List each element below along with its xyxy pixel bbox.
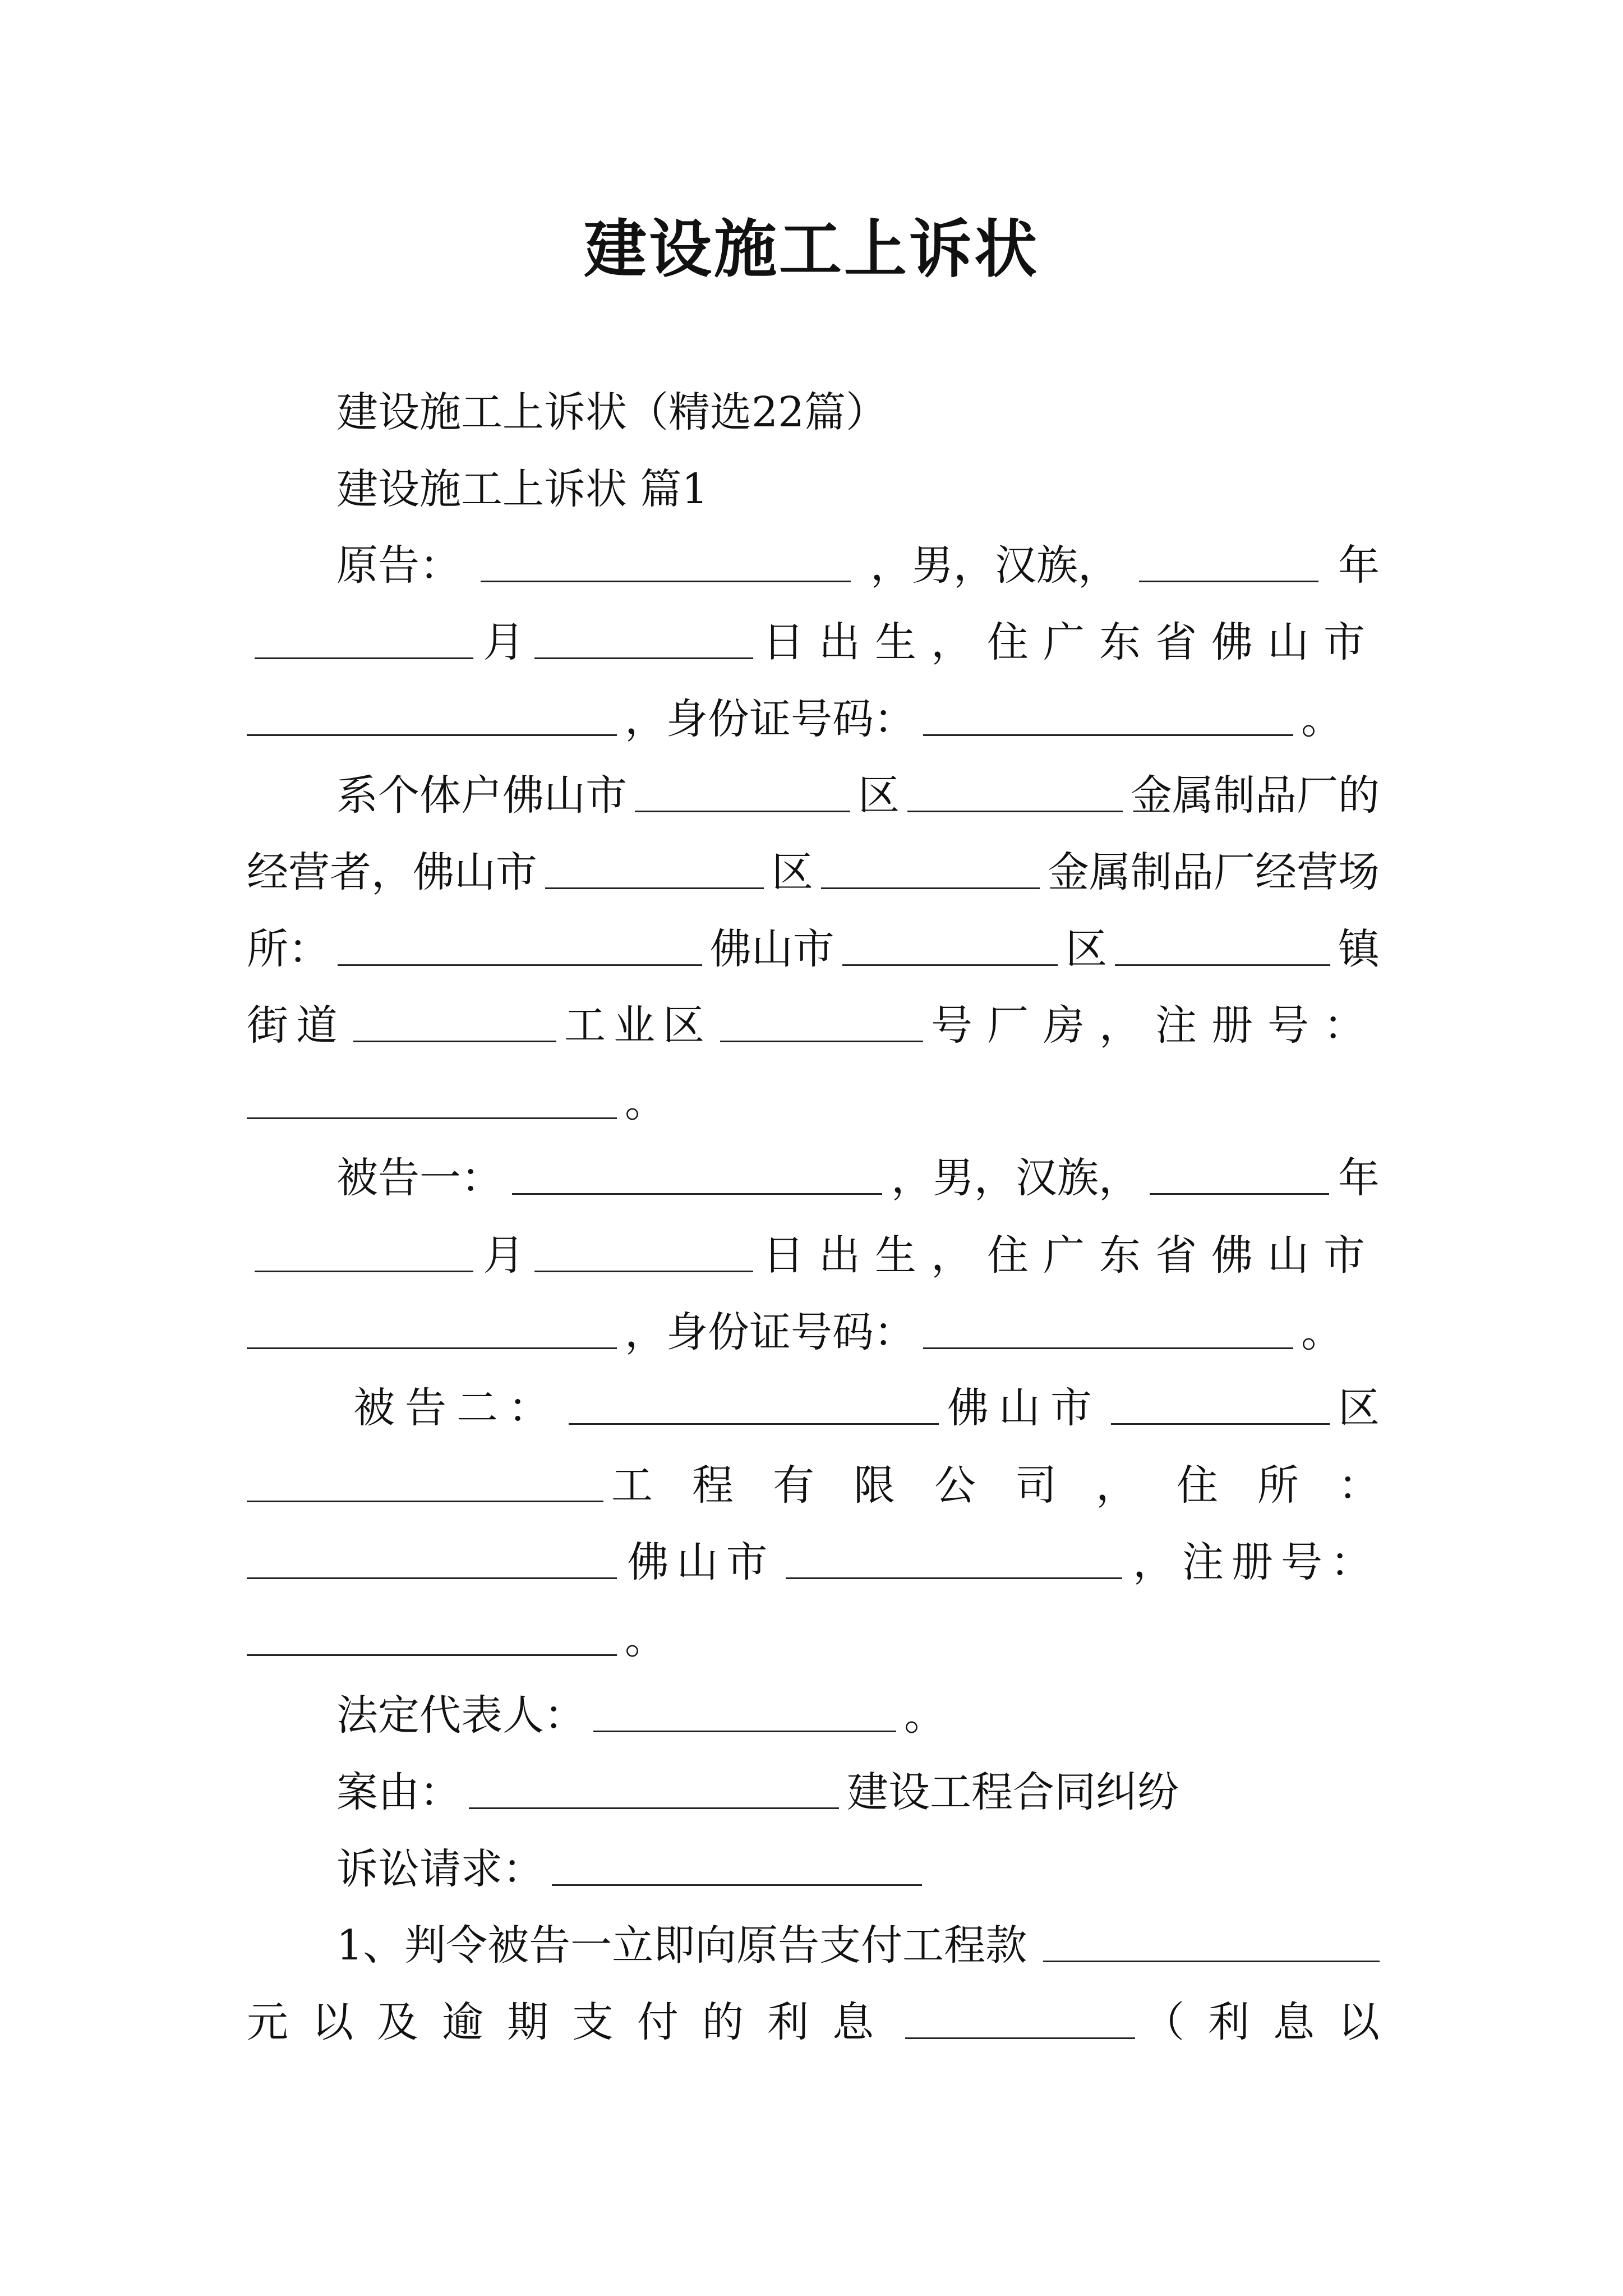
legal-rep-line [336,1687,1380,1743]
text: 法定代表人： [336,1691,585,1740]
blank [821,853,1040,889]
blank [569,1388,939,1425]
defendant1-line-3 [247,1304,1380,1360]
business-line-1 [336,767,1380,823]
text: 街道 [247,1001,345,1050]
blank [481,546,851,582]
claim1-line-2 [247,1994,1403,2050]
text: 年 [1338,541,1380,590]
text: 号厂房，注册号： [931,1001,1380,1050]
text: ，身份证号码： [625,695,915,743]
text: 日出生，住广东省佛山市 [762,618,1380,666]
cause-line [336,1764,1380,1820]
text: 区 [858,771,900,820]
blank [534,623,753,659]
text: 佛山市 [627,1538,776,1586]
text: 所： [247,925,330,973]
text: 系个体户佛山市 [336,771,627,820]
text: 佛山市 [947,1384,1102,1432]
blank [338,930,702,966]
text: 年 [1338,1154,1380,1202]
text: 诉讼请求： [336,1845,544,1893]
blank [247,1313,617,1349]
blank [1043,1926,1380,1962]
text: 。 [625,1615,666,1663]
blank [786,1543,1122,1579]
text: 工程有限公司，住所： [611,1461,1419,1510]
text: 区 [1065,925,1107,973]
text: （利息以 [1143,1998,1403,2046]
business-line-3 [247,921,1380,977]
text: ，男，汉族， [870,541,1119,590]
blank [635,776,850,812]
defendant1-line-1 [336,1150,1380,1206]
text: 金属制品厂的 [1131,771,1380,820]
plaintiff-line-3 [247,691,1380,747]
text: 区 [1338,1384,1380,1432]
text: ，注册号： [1132,1538,1380,1586]
text: 建设工程合同纠纷 [847,1768,1179,1816]
section-heading: 建设施工上诉状 篇1 [336,465,708,513]
defendant2-line-2 [247,1457,1419,1513]
document-title: 建设施工上诉状 [584,213,1039,286]
blank [1139,546,1318,582]
blank [247,1083,617,1119]
blank [247,700,617,736]
blank [1150,1158,1329,1195]
blank [469,1773,839,1809]
blank [255,623,473,659]
business-line-4 [247,997,1380,1053]
plaintiff-line-1 [336,537,1380,593]
text: 被告二： [353,1384,560,1432]
blank [552,1849,922,1886]
claim1-line-1 [336,1917,1380,1973]
text: 日出生，住广东省佛山市 [762,1231,1380,1280]
text: 金属制品厂经营场 [1048,848,1380,896]
subtitle: 建设施工上诉状（精选22篇） [336,388,888,436]
text: 案由： [336,1768,461,1816]
text: ，身份证号码： [625,1308,915,1356]
blank [720,1006,923,1042]
blank [1111,1388,1330,1425]
text: 佛山市 [709,925,834,973]
defendant2-line-4 [247,1611,1380,1667]
defendant2-line-3 [247,1534,1380,1590]
blank [842,930,1058,966]
defendant2-line-1 [353,1380,1380,1436]
text: 工业区 [564,1001,712,1050]
blank [247,1466,603,1502]
text: 月 [483,1231,525,1280]
blank [923,1313,1293,1349]
claims-line [336,1841,1380,1897]
text: 月 [483,618,525,666]
blank [255,1236,473,1272]
blank [593,1696,896,1732]
blank [905,2003,1135,2039]
blank [907,776,1123,812]
blank [353,1006,556,1042]
business-line-2 [247,844,1380,900]
blank [534,1236,753,1272]
text: 。 [1301,1308,1343,1356]
text: 。 [625,1078,666,1126]
plaintiff-line-2 [247,614,1380,670]
text: 经营者，佛山市 [247,848,537,896]
text: 元以及逾期支付的利息 [247,1998,897,2046]
defendant1-line-2 [247,1227,1380,1283]
blank [545,853,764,889]
business-line-5 [247,1074,1380,1130]
blank [923,700,1293,736]
blank [247,1619,617,1656]
blank [512,1158,882,1195]
text: 1、判令被告一立即向原告支付工程款 [336,1921,1027,1970]
text: 原告： [336,541,461,590]
text: 被告一： [336,1154,502,1202]
text: 区 [772,848,813,896]
text: 。 [904,1691,946,1740]
text: 。 [1301,695,1343,743]
blank [1115,930,1330,966]
blank [247,1543,617,1579]
text: 镇 [1338,925,1380,973]
text: ，男，汉族， [891,1154,1140,1202]
